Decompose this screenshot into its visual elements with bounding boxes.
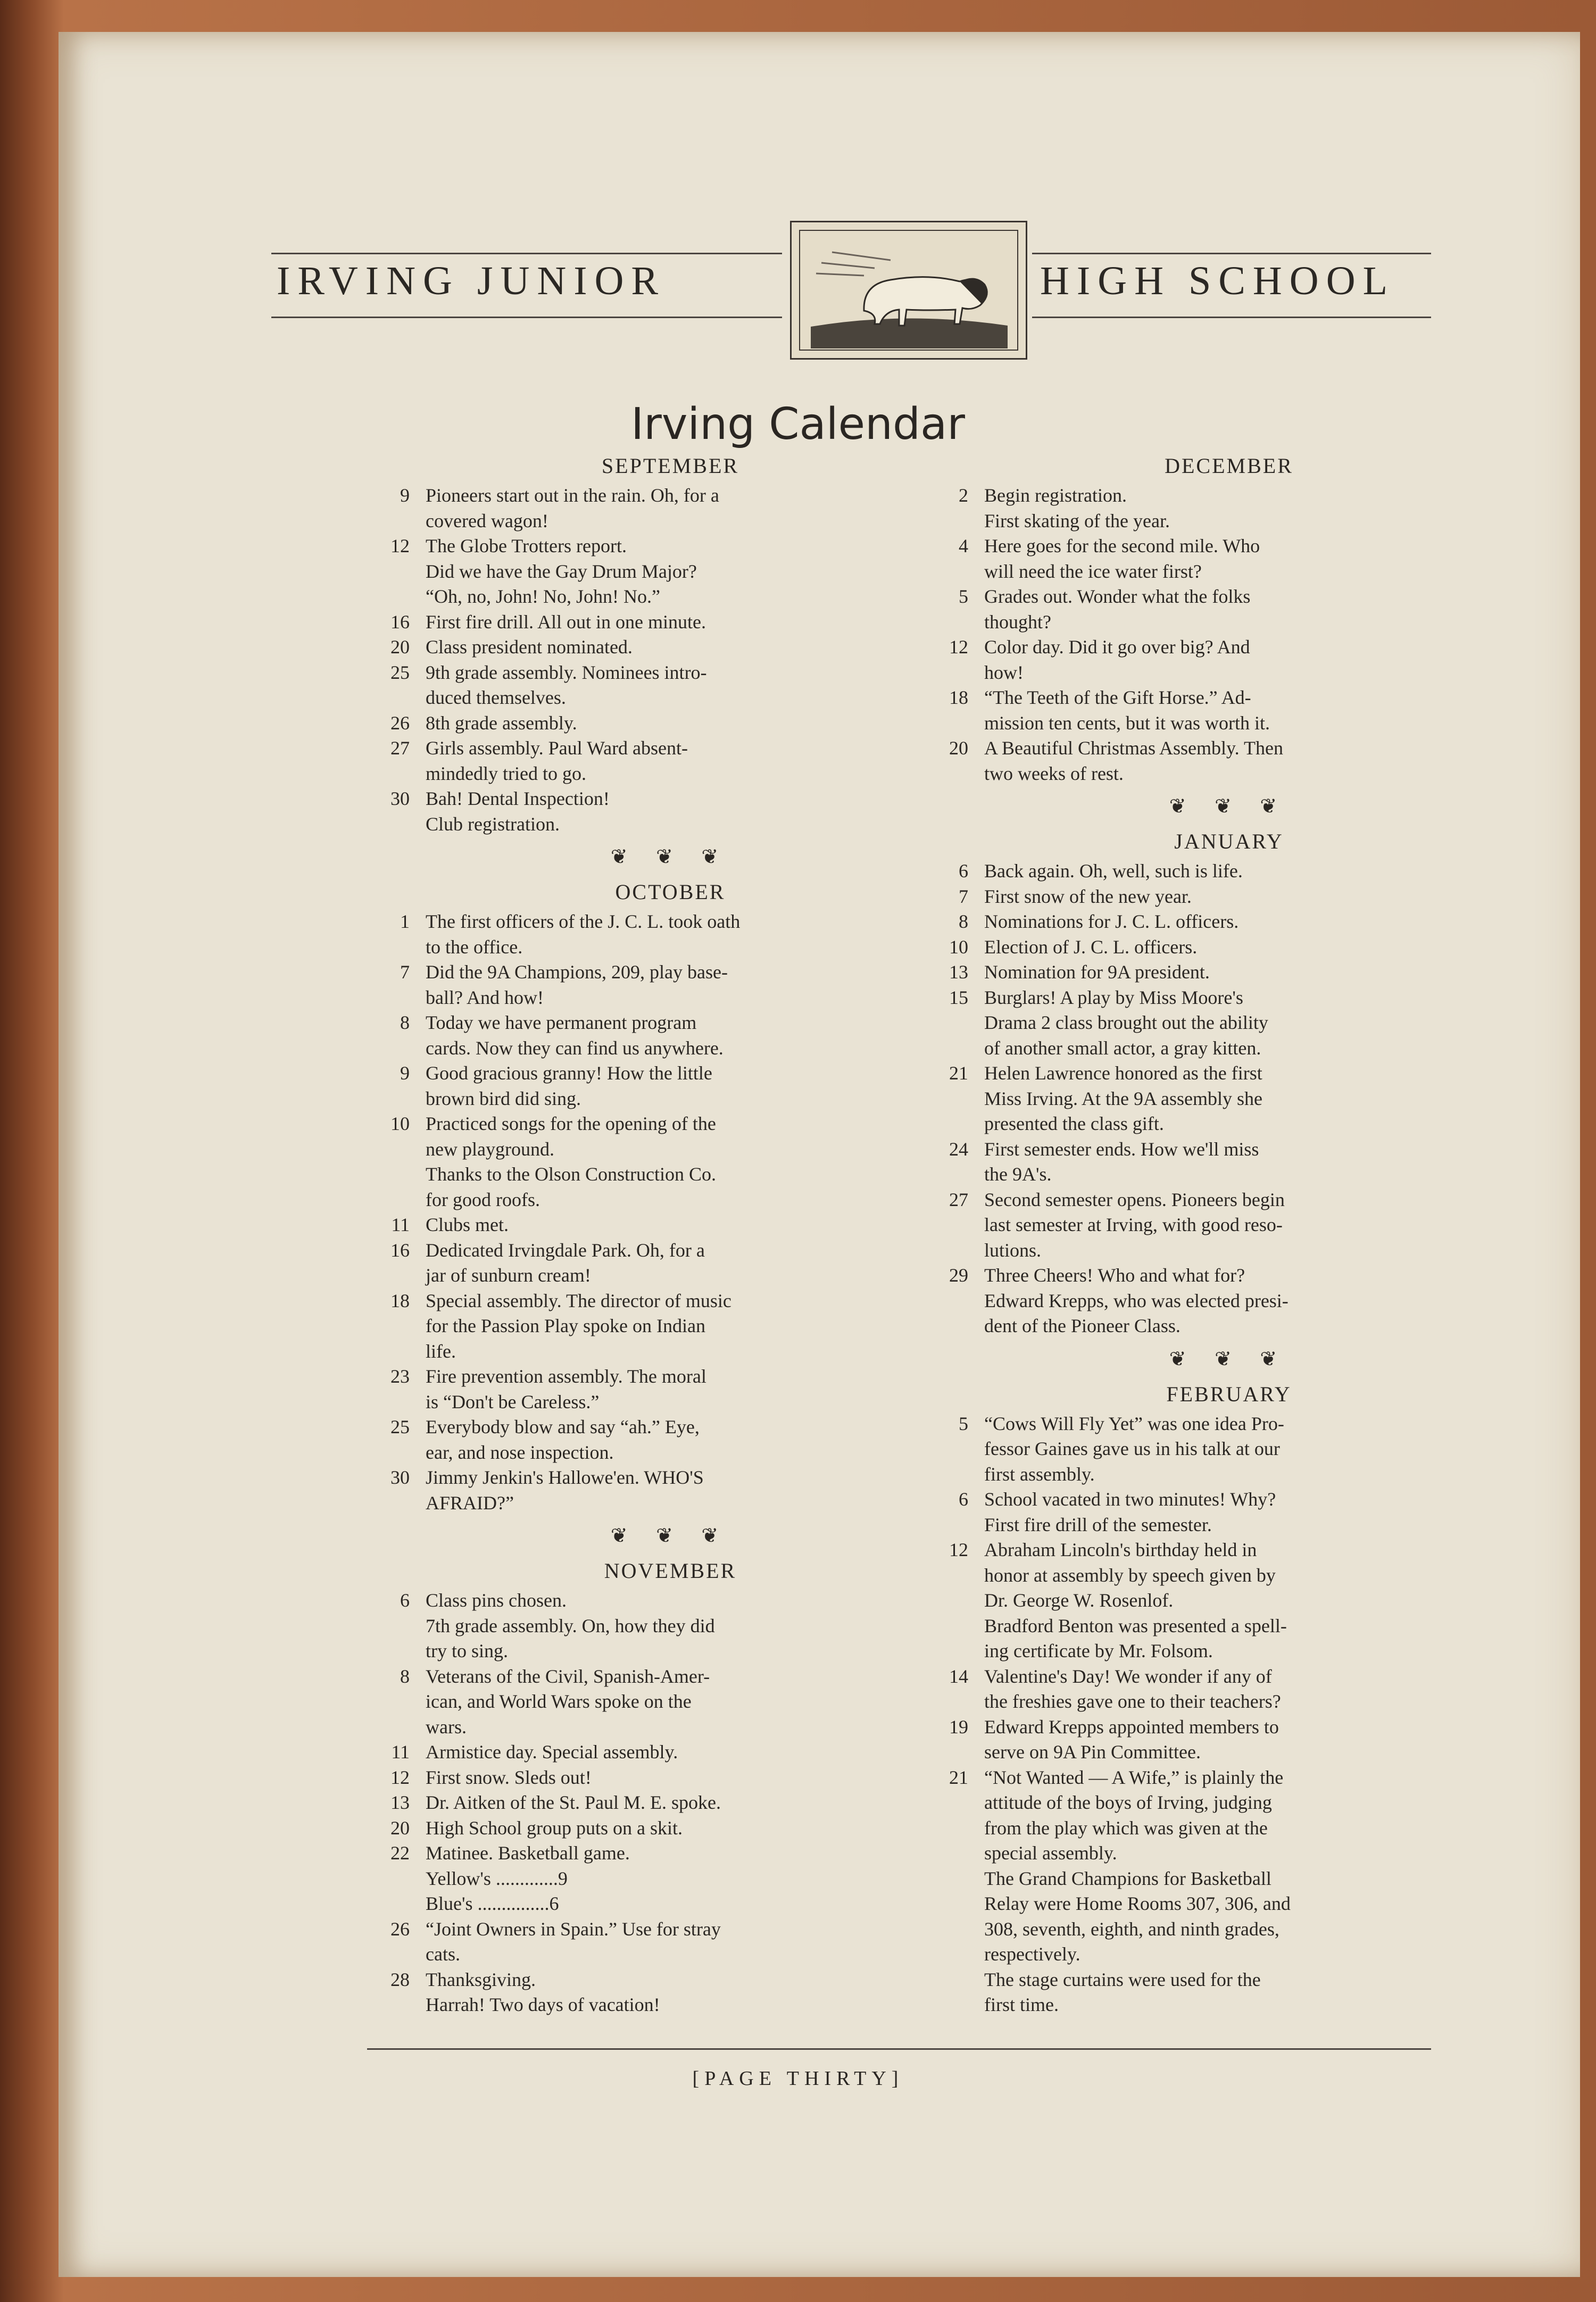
entry-text (426, 610, 915, 635)
calendar-entry (400, 483, 915, 534)
entry-day: 5 (959, 1412, 968, 1434)
entry-day: 9 (400, 485, 410, 506)
calendar-entry (949, 1765, 1474, 2018)
calendar-entry (391, 1212, 915, 1238)
entry-day: 21 (949, 1062, 968, 1084)
calendar-entry (390, 1415, 915, 1465)
header-right-text: HIGH SCHOOL (1040, 259, 1395, 303)
month-heading: JANUARY (1174, 829, 1284, 853)
entry-text (984, 909, 1474, 935)
entry-day: 12 (949, 1539, 968, 1560)
entry-line: Miss Irving. At the 9A assembly she (984, 1087, 1262, 1109)
calendar-entry (390, 1289, 915, 1365)
buffalo-emblem-drawing (800, 231, 1016, 348)
entry-line: First fire drill of the semester. (984, 1514, 1212, 1535)
entry-line: attitude of the boys of Irving, judging (984, 1792, 1272, 1813)
entry-line: last semester at Irving, with good reso- (984, 1214, 1283, 1235)
header-rule-right-bottom (1032, 317, 1431, 318)
header-rule-left-bottom (271, 317, 782, 318)
entry-line: Blue's ...............6 (426, 1893, 559, 1914)
entry-day: 10 (949, 936, 968, 958)
calendar-entry (949, 1715, 1474, 1765)
entry-line: 7th grade assembly. On, how they did (426, 1615, 715, 1636)
entry-text (426, 1061, 915, 1111)
entry-line: cards. Now they can find us anywhere. (426, 1037, 724, 1059)
entry-day: 26 (390, 1918, 410, 1940)
calendar-entry (949, 935, 1474, 960)
entry-day: 16 (390, 611, 410, 633)
entry-text (426, 1364, 915, 1415)
entry-line: mission ten cents, but it was worth it. (984, 712, 1270, 734)
entry-line: is “Don't be Careless.” (426, 1391, 600, 1412)
calendar-entry (949, 1664, 1474, 1715)
entry-line: 8th grade assembly. (426, 712, 577, 734)
entry-text (984, 1187, 1474, 1264)
ornament-divider: ❦ ❦ ❦ (1169, 795, 1289, 818)
entry-line: Harrah! Two days of vacation! (426, 1994, 660, 2015)
entry-line: covered wagon! (426, 510, 548, 531)
calendar-entry (400, 1010, 915, 1061)
page-header (271, 213, 1431, 372)
entry-line: Burglars! A play by Miss Moore's (984, 986, 1243, 1008)
entry-line: Back again. Oh, well, such is life. (984, 860, 1243, 882)
entry-line: Here goes for the second mile. Who (984, 535, 1260, 556)
entry-line: dent of the Pioneer Class. (984, 1315, 1181, 1336)
entry-line: for the Passion Play spoke on Indian (426, 1315, 705, 1336)
calendar-entry (400, 1664, 915, 1740)
entry-day: 27 (949, 1189, 968, 1210)
calendar-entry (390, 1841, 915, 1917)
entry-text (984, 935, 1474, 960)
ornament-divider: ❦ ❦ ❦ (610, 846, 730, 868)
entry-line: Three Cheers! Who and what for? (984, 1265, 1245, 1286)
entry-line: First snow. Sleds out! (426, 1766, 592, 1788)
entry-line: Grades out. Wonder what the folks (984, 586, 1251, 607)
entry-day: 19 (949, 1716, 968, 1738)
calendar-entry (390, 635, 915, 660)
entry-day: 30 (390, 788, 410, 809)
calendar-entry (959, 584, 1474, 635)
entry-line: Jimmy Jenkin's Hallowe'en. WHO'S (426, 1467, 704, 1488)
entry-line: Did the 9A Champions, 209, play base- (426, 961, 728, 983)
entry-text (426, 1816, 915, 1841)
entry-day: 7 (959, 885, 968, 907)
calendar-entry (949, 1061, 1474, 1137)
entry-line: Class president nominated. (426, 636, 633, 658)
entry-text (984, 736, 1474, 786)
entry-day: 6 (959, 1489, 968, 1510)
entry-text (984, 1487, 1474, 1538)
page-number: [PAGE THIRTY] (692, 2067, 904, 2090)
entry-day: 8 (400, 1012, 410, 1033)
calendar-entry (390, 1465, 915, 1516)
entry-text (426, 483, 915, 534)
entry-line: “Oh, no, John! No, John! No.” (426, 586, 660, 607)
entry-text (984, 483, 1474, 534)
entry-line: cats. (426, 1943, 460, 1965)
entry-text (426, 909, 915, 960)
buffalo-emblem-icon (790, 221, 1027, 360)
entry-day: 8 (400, 1665, 410, 1687)
entry-line: Thanksgiving. (426, 1968, 536, 1990)
entry-line: serve on 9A Pin Committee. (984, 1741, 1201, 1763)
entry-day: 18 (390, 1290, 410, 1311)
month-heading: SEPTEMBER (601, 454, 739, 478)
entry-line: Yellow's .............9 (426, 1867, 568, 1889)
entry-text (426, 660, 915, 711)
entry-line: Valentine's Day! We wonder if any of (984, 1665, 1272, 1687)
entry-line: Practiced songs for the opening of the (426, 1113, 716, 1134)
entry-line: Dr. Aitken of the St. Paul M. E. spoke. (426, 1792, 721, 1813)
entry-line: duced themselves. (426, 687, 566, 708)
entry-line: fessor Gaines gave us in his talk at our (984, 1438, 1280, 1459)
calendar-entry (959, 1411, 1474, 1487)
entry-day: 7 (400, 961, 410, 983)
header-left-text: IRVING JUNIOR (277, 259, 666, 303)
calendar-entry (390, 1917, 915, 1967)
entry-line: First snow of the new year. (984, 885, 1192, 907)
calendar-entry (949, 635, 1474, 685)
entry-line: ear, and nose inspection. (426, 1441, 614, 1463)
entry-line: Good gracious granny! How the little (426, 1062, 712, 1084)
entry-text (984, 960, 1474, 985)
entry-line: thought? (984, 611, 1051, 633)
entry-line: honor at assembly by speech given by (984, 1564, 1276, 1586)
entry-line: new playground. (426, 1138, 554, 1160)
entry-day: 8 (959, 911, 968, 932)
entry-text (984, 534, 1474, 584)
entry-text (984, 1715, 1474, 1765)
entry-text (426, 1238, 915, 1289)
calendar-entry (390, 786, 915, 837)
header-rule-right-top (1032, 253, 1431, 254)
entry-day: 12 (949, 636, 968, 658)
calendar-entry (390, 1790, 915, 1816)
entry-text (984, 1061, 1474, 1137)
entry-text (984, 859, 1474, 884)
ornament-divider: ❦ ❦ ❦ (610, 1525, 730, 1547)
entry-line: how! (984, 661, 1024, 683)
month-heading: FEBRUARY (1166, 1382, 1292, 1406)
month-heading: DECEMBER (1165, 454, 1293, 478)
calendar-entry (949, 1538, 1474, 1664)
month-heading: NOVEMBER (604, 1559, 737, 1583)
calendar-entry (959, 534, 1474, 584)
calendar-entry (949, 960, 1474, 985)
entry-day: 4 (959, 535, 968, 556)
entry-day: 13 (949, 961, 968, 983)
calendar-column-right (949, 452, 1474, 2018)
entry-line: Special assembly. The director of music (426, 1290, 732, 1311)
entry-line: Matinee. Basketball game. (426, 1842, 630, 1864)
entry-text (984, 685, 1474, 736)
entry-text (426, 1465, 915, 1516)
entry-line: Thanks to the Olson Construction Co. (426, 1164, 716, 1185)
entry-day: 10 (390, 1113, 410, 1134)
entry-line: first time. (984, 1994, 1059, 2015)
entry-text (426, 1967, 915, 2018)
calendar-entry (390, 736, 915, 786)
entry-day: 21 (949, 1766, 968, 1788)
entry-line: wars. (426, 1716, 467, 1738)
entry-line: Color day. Did it go over big? And (984, 636, 1250, 658)
entry-line: Begin registration. (984, 485, 1127, 506)
entry-day: 6 (400, 1590, 410, 1611)
ornament-divider: ❦ ❦ ❦ (1169, 1348, 1289, 1370)
calendar-entry (949, 1187, 1474, 1264)
entry-text (984, 1137, 1474, 1187)
entry-day: 15 (949, 986, 968, 1008)
entry-line: ican, and World Wars spoke on the (426, 1691, 692, 1712)
entry-text (984, 1765, 1474, 2018)
entry-line: first assembly. (984, 1463, 1095, 1485)
calendar-entry (949, 1137, 1474, 1187)
entry-line: Armistice day. Special assembly. (426, 1741, 678, 1763)
entry-text (984, 1664, 1474, 1715)
month-heading: OCTOBER (615, 880, 726, 904)
entry-line: the freshies gave one to their teachers? (984, 1691, 1281, 1712)
entry-day: 23 (390, 1366, 410, 1387)
entry-text (426, 1664, 915, 1740)
entry-line: A Beautiful Christmas Assembly. Then (984, 737, 1283, 759)
entry-line: The stage curtains were used for the (984, 1968, 1261, 1990)
entry-line: ball? And how! (426, 986, 544, 1008)
entry-line: Today we have permanent program (426, 1012, 697, 1033)
entry-day: 5 (959, 586, 968, 607)
entry-line: Dedicated Irvingdale Park. Oh, for a (426, 1239, 705, 1261)
entry-line: Fire prevention assembly. The moral (426, 1366, 706, 1387)
entry-text (426, 1917, 915, 1967)
entry-text (426, 1841, 915, 1917)
entry-day: 28 (390, 1968, 410, 1990)
entry-text (984, 985, 1474, 1061)
entry-line: ing certificate by Mr. Folsom. (984, 1640, 1213, 1661)
entry-line: Bradford Benton was presented a spell- (984, 1615, 1287, 1636)
entry-line: try to sing. (426, 1640, 509, 1661)
entry-line: The first officers of the J. C. L. took oath (426, 911, 741, 932)
calendar-entry (949, 685, 1474, 736)
entry-line: Girls assembly. Paul Ward absent- (426, 737, 688, 759)
entry-day: 30 (390, 1467, 410, 1488)
entry-line: Second semester opens. Pioneers begin (984, 1189, 1285, 1210)
entry-day: 1 (400, 911, 410, 932)
entry-day: 29 (949, 1265, 968, 1286)
calendar-column-left (390, 452, 915, 2018)
entry-day: 11 (391, 1214, 410, 1235)
entry-text (426, 1588, 915, 1664)
entry-line: lutions. (984, 1239, 1042, 1261)
entry-text (426, 1765, 915, 1791)
entry-line: Everybody blow and say “ah.” Eye, (426, 1416, 700, 1437)
entry-line: “Joint Owners in Spain.” Use for stray (426, 1918, 721, 1940)
calendar-entry (400, 909, 915, 960)
calendar-entry (391, 1740, 915, 1765)
entry-line: First fire drill. All out in one minute. (426, 611, 706, 633)
entry-text (426, 960, 915, 1010)
entry-text (426, 1111, 915, 1212)
entry-day: 18 (949, 687, 968, 708)
calendar-entry (390, 1364, 915, 1415)
entry-line: Edward Krepps appointed members to (984, 1716, 1279, 1738)
calendar-entry (390, 1238, 915, 1289)
entry-line: Drama 2 class brought out the ability (984, 1012, 1268, 1033)
entry-text (426, 711, 915, 736)
entry-text (984, 1411, 1474, 1487)
entry-line: Class pins chosen. (426, 1590, 567, 1611)
entry-line: the 9A's. (984, 1164, 1052, 1185)
entry-line: to the office. (426, 936, 523, 958)
entry-text (984, 1538, 1474, 1664)
entry-day: 12 (390, 535, 410, 556)
entry-line: Veterans of the Civil, Spanish-Amer- (426, 1665, 710, 1687)
entry-line: Did we have the Gay Drum Major? (426, 560, 697, 582)
entry-day: 20 (390, 1817, 410, 1839)
calendar-entry (959, 483, 1474, 534)
calendar-entry (959, 884, 1474, 910)
entry-line: of another small actor, a gray kitten. (984, 1037, 1261, 1059)
entry-line: The Grand Champions for Basketball (984, 1867, 1271, 1889)
entry-text (426, 1010, 915, 1061)
entry-line: “The Teeth of the Gift Horse.” Ad- (984, 687, 1251, 708)
entry-day: 16 (390, 1239, 410, 1261)
entry-line: Relay were Home Rooms 307, 306, and (984, 1893, 1291, 1914)
entry-line: from the play which was given at the (984, 1817, 1268, 1839)
page-title: Irving Calendar (630, 399, 965, 450)
entry-line: First skating of the year. (984, 510, 1170, 531)
calendar-entry (390, 711, 915, 736)
calendar-entry (390, 1765, 915, 1791)
entry-day: 25 (390, 1416, 410, 1437)
entry-day: 11 (391, 1741, 410, 1763)
entry-text (426, 1212, 915, 1238)
entry-line: First semester ends. How we'll miss (984, 1138, 1259, 1160)
entry-line: Election of J. C. L. officers. (984, 936, 1198, 958)
calendar-entry (390, 1111, 915, 1212)
entry-line: presented the class gift. (984, 1113, 1164, 1134)
calendar-entry (959, 909, 1474, 935)
entry-line: 9th grade assembly. Nominees intro- (426, 661, 707, 683)
entry-text (984, 584, 1474, 635)
entry-line: AFRAID?” (426, 1492, 514, 1514)
entry-day: 25 (390, 661, 410, 683)
entry-day: 9 (400, 1062, 410, 1084)
entry-line: Dr. George W. Rosenlof. (984, 1590, 1174, 1611)
entry-line: The Globe Trotters report. (426, 535, 627, 556)
entry-text (426, 736, 915, 786)
calendar-entry (400, 960, 915, 1010)
entry-day: 12 (390, 1766, 410, 1788)
entry-line: mindedly tried to go. (426, 762, 586, 784)
entry-day: 13 (390, 1792, 410, 1813)
entry-text (426, 1740, 915, 1765)
entry-line: Nominations for J. C. L. officers. (984, 911, 1239, 932)
entry-text (426, 1790, 915, 1816)
entry-line: Clubs met. (426, 1214, 509, 1235)
entry-text (426, 786, 915, 837)
calendar-entry (390, 1967, 915, 2018)
entry-line: 308, seventh, eighth, and ninth grades, (984, 1918, 1279, 1940)
entry-line: “Not Wanted — A Wife,” is plainly the (984, 1766, 1284, 1788)
entry-text (984, 1263, 1474, 1339)
calendar-entry (400, 1061, 915, 1111)
header-rule-left-top (271, 253, 782, 254)
entry-line: Nomination for 9A president. (984, 961, 1210, 983)
entry-line: will need the ice water first? (984, 560, 1202, 582)
footer-rule (367, 2048, 1431, 2050)
entry-text (426, 534, 915, 610)
entry-day: 14 (949, 1665, 968, 1687)
calendar-entry (400, 1588, 915, 1664)
entry-day: 20 (390, 636, 410, 658)
entry-line: Abraham Lincoln's birthday held in (984, 1539, 1257, 1560)
calendar-entry (390, 1816, 915, 1841)
entry-line: for good roofs. (426, 1189, 540, 1210)
calendar-entry (390, 660, 915, 711)
entry-day: 20 (949, 737, 968, 759)
entry-text (426, 1289, 915, 1365)
entry-text (426, 1415, 915, 1465)
entry-line: brown bird did sing. (426, 1087, 581, 1109)
entry-line: Helen Lawrence honored as the first (984, 1062, 1262, 1084)
entry-day: 6 (959, 860, 968, 882)
entry-line: Edward Krepps, who was elected presi- (984, 1290, 1289, 1311)
entry-line: “Cows Will Fly Yet” was one idea Pro- (984, 1412, 1284, 1434)
entry-line: Club registration. (426, 813, 560, 835)
entry-day: 27 (390, 737, 410, 759)
entry-line: life. (426, 1340, 456, 1362)
entry-line: Pioneers start out in the rain. Oh, for a (426, 485, 719, 506)
calendar-entry (949, 1263, 1474, 1339)
entry-line: special assembly. (984, 1842, 1117, 1864)
calendar-entry (390, 534, 915, 610)
calendar-entry (390, 610, 915, 635)
entry-line: School vacated in two minutes! Why? (984, 1489, 1276, 1510)
entry-line: jar of sunburn cream! (426, 1265, 591, 1286)
entry-line: two weeks of rest. (984, 762, 1124, 784)
entry-day: 26 (390, 712, 410, 734)
entry-text (984, 884, 1474, 910)
entry-text (426, 635, 915, 660)
entry-text (984, 635, 1474, 685)
entry-day: 22 (390, 1842, 410, 1864)
calendar-entry (949, 736, 1474, 786)
entry-line: High School group puts on a skit. (426, 1817, 683, 1839)
calendar-entry (959, 1487, 1474, 1538)
entry-line: respectively. (984, 1943, 1080, 1965)
entry-line: Bah! Dental Inspection! (426, 788, 610, 809)
entry-day: 2 (959, 485, 968, 506)
entry-day: 24 (949, 1138, 968, 1160)
calendar-entry (949, 985, 1474, 1061)
calendar-entry (959, 859, 1474, 884)
